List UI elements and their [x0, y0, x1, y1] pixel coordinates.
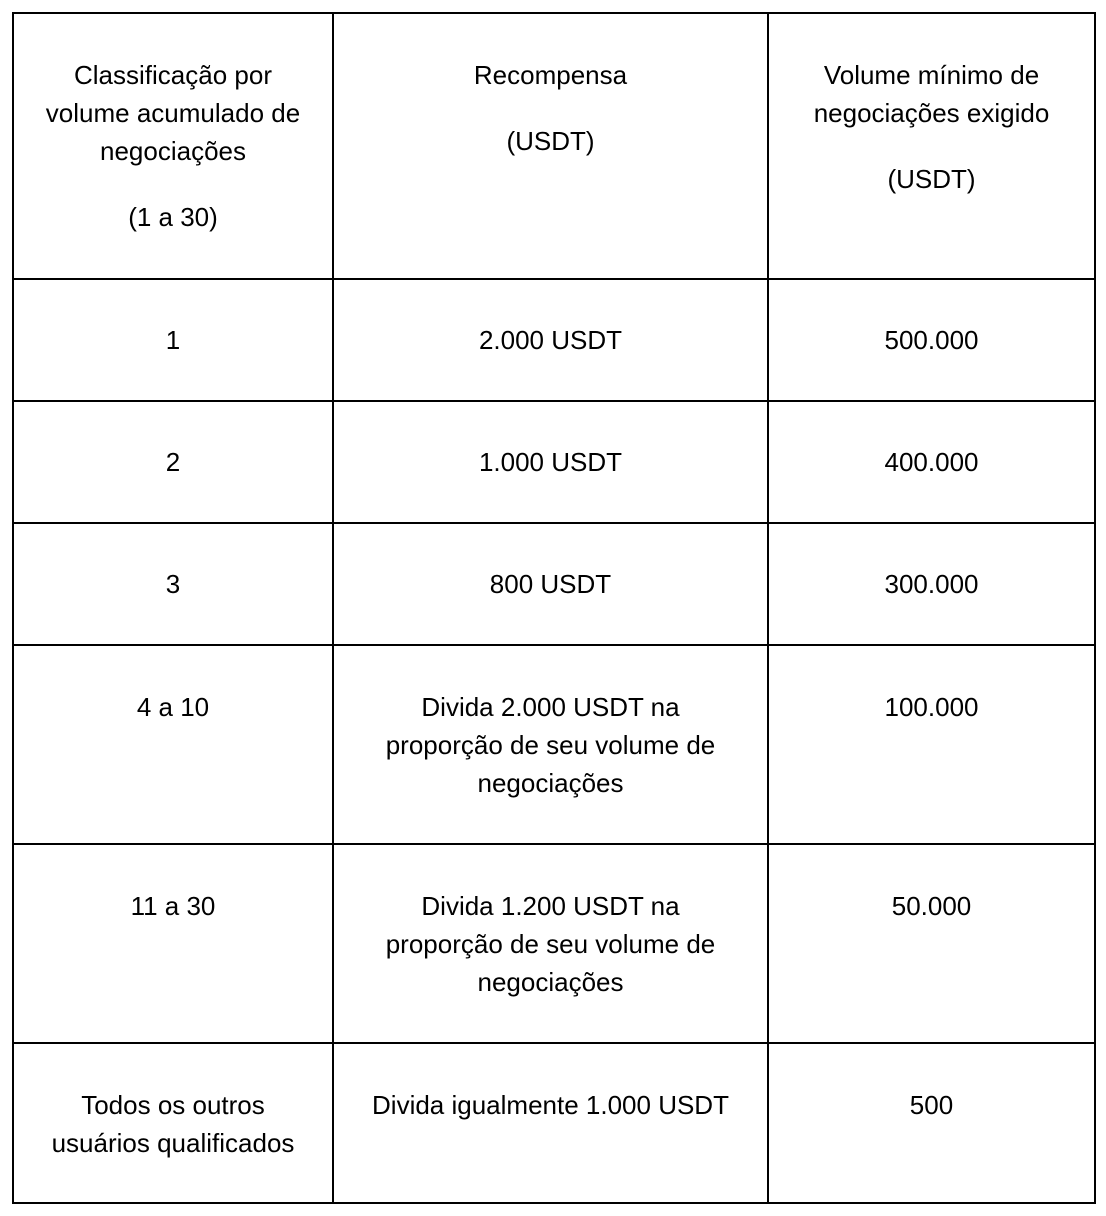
reward-line: negociações [477, 967, 624, 997]
reward-line: negociações [477, 768, 624, 798]
minimum-cell [768, 645, 1095, 844]
rank-cell [13, 645, 333, 844]
rank-cell [13, 401, 333, 523]
reward-cell [333, 401, 768, 523]
rank-value: 1 [165, 325, 181, 355]
reward-value: Divida igualmente 1.000 USDT [372, 1090, 729, 1120]
header-reward-line: Recompensa [473, 60, 628, 90]
header-rank-line: volume acumulado de [45, 98, 301, 128]
header-rank-sub: (1 a 30) [128, 202, 218, 232]
minimum-cell [768, 279, 1095, 401]
header-reward-cell [333, 13, 768, 279]
rank-line: usuários qualificados [51, 1128, 295, 1158]
minimum-cell [768, 1043, 1095, 1203]
minimum-value: 100.000 [884, 692, 979, 722]
reward-cell [333, 645, 768, 844]
header-minimum-line: Volume mínimo de [823, 60, 1040, 90]
rank-value: 2 [165, 447, 181, 477]
rank-cell [13, 523, 333, 645]
table-row [13, 1043, 1095, 1203]
reward-line: Divida 2.000 USDT na [421, 692, 680, 722]
minimum-value: 50.000 [891, 891, 972, 921]
rank-cell [13, 844, 333, 1043]
reward-value: 2.000 USDT [478, 325, 623, 355]
minimum-cell [768, 844, 1095, 1043]
header-minimum-line: negociações exigido [813, 98, 1050, 128]
reward-line: proporção de seu volume de [385, 730, 716, 760]
rank-value: 3 [165, 569, 181, 599]
minimum-value: 300.000 [884, 569, 979, 599]
rank-value: 11 a 30 [130, 891, 216, 921]
rank-line: Todos os outros [81, 1090, 265, 1120]
table-row [13, 523, 1095, 645]
reward-line: proporção de seu volume de [385, 929, 716, 959]
reward-cell [333, 523, 768, 645]
header-rank-line: negociações [100, 136, 246, 166]
reward-value: 1.000 USDT [478, 447, 623, 477]
minimum-value: 500 [909, 1090, 954, 1120]
rewards-table [12, 12, 1096, 1204]
reward-value: 800 USDT [489, 569, 612, 599]
table-row [13, 279, 1095, 401]
header-rank-line: Classificação por [74, 60, 272, 90]
header-minimum-cell [768, 13, 1095, 279]
reward-cell [333, 1043, 768, 1203]
table-header-row [13, 13, 1095, 279]
header-reward-sub: (USDT) [506, 126, 595, 156]
rank-cell [13, 279, 333, 401]
minimum-value: 400.000 [884, 447, 979, 477]
header-rank-cell [13, 13, 333, 279]
rank-value: 4 a 10 [136, 692, 210, 722]
header-minimum-sub: (USDT) [887, 164, 976, 194]
minimum-cell [768, 523, 1095, 645]
reward-line: Divida 1.200 USDT na [421, 891, 680, 921]
reward-cell [333, 844, 768, 1043]
table-row [13, 844, 1095, 1043]
table-row [13, 645, 1095, 844]
rank-cell [13, 1043, 333, 1203]
reward-cell [333, 279, 768, 401]
minimum-value: 500.000 [884, 325, 979, 355]
minimum-cell [768, 401, 1095, 523]
table-row [13, 401, 1095, 523]
